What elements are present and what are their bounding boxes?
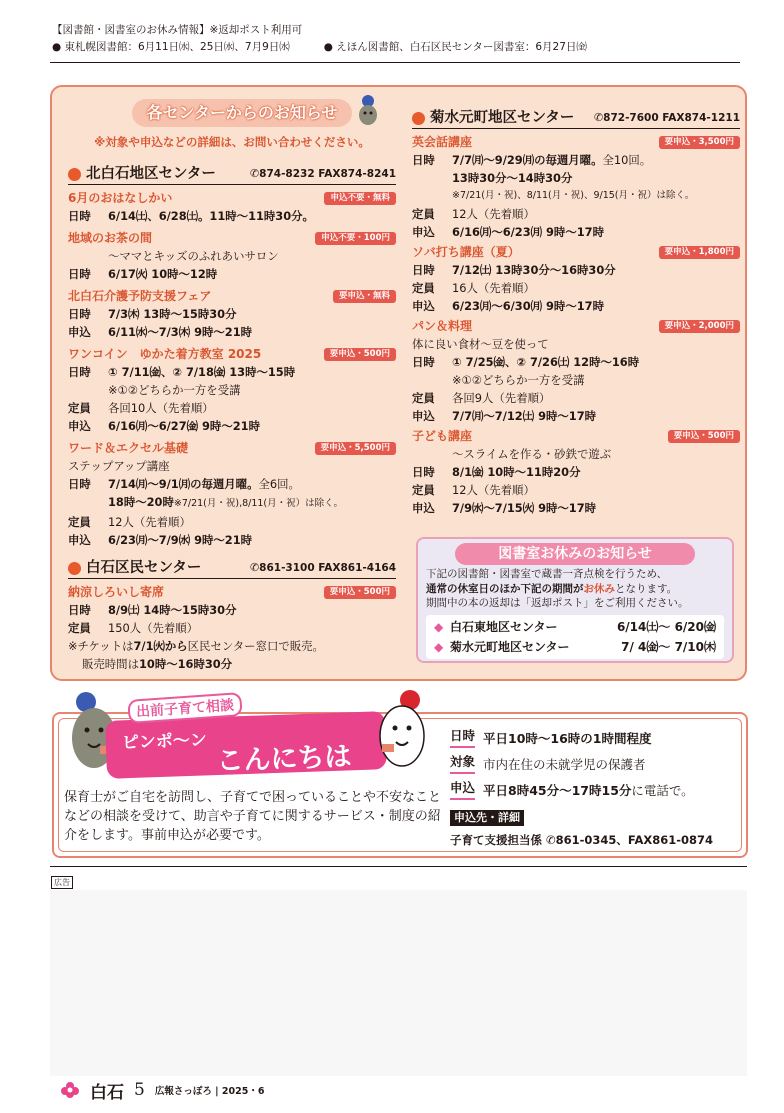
contact-info: 子育て支援担当係 ✆861-0345、FAX861-0874 [450, 833, 714, 847]
event-title: 6月のおはなしかい [68, 191, 173, 205]
value: 18時～20時 [108, 495, 174, 509]
value: 7/12㈯ 13時30分～16時30分 [452, 263, 616, 277]
closure-text: 下記の図書館・図書室で蔵書一斉点検を行うため、 [426, 568, 668, 580]
event-title: ワード＆エクセル基礎 [68, 441, 189, 455]
phone-icon: ✆ [593, 111, 604, 124]
library-closure-note [52, 22, 742, 56]
value: 7/7㈪～7/12㈯ 9時～17時 [452, 409, 597, 423]
event-badge: 要申込・5,500円 [315, 442, 396, 455]
center-tel: 874-8232 FAX874-8241 [259, 168, 396, 180]
label: 日時 [412, 355, 435, 369]
right-column [412, 109, 740, 663]
event-word-excel [68, 439, 396, 549]
closure-row-period: 6/14㈯～ 6/20㈮ [616, 619, 716, 634]
label: 日時 [68, 477, 91, 491]
diamond-icon: ◆ [434, 639, 444, 654]
event-yukata [68, 345, 396, 435]
bullet-icon [68, 562, 81, 575]
mascot-icon [354, 93, 382, 127]
closure-text: 期間中の本の返却は「返却ポスト」をご利用ください。 [426, 597, 689, 609]
label: 申込 [68, 325, 91, 339]
center-name: 北白石地区センター [86, 166, 216, 182]
value: 各回10人（先着順） [108, 401, 214, 415]
value: 6/16㈪～6/27㈮ 9時～21時 [108, 419, 260, 433]
value: 7/14㈪～9/1㈪の毎週月曜。 [108, 477, 259, 491]
value: ① 7/11㈮、② 7/18㈮ 13時～15時 [108, 365, 296, 379]
center-tel: 872-7600 FAX874-1211 [603, 112, 740, 124]
page-number: 5 [134, 1080, 145, 1100]
mascot-right-icon [374, 688, 434, 770]
closure-list [426, 615, 724, 659]
event-kodomo [412, 427, 740, 517]
closure-text-highlight: お休み [583, 582, 615, 595]
closure-row [434, 637, 716, 657]
event-pan [412, 317, 740, 425]
value: ※7/21(月・祝)、8/11(月・祝)、9/15(月・祝）は除く。 [452, 190, 695, 201]
label: 申込 [412, 409, 435, 423]
value: 8/1㈮ 10時～11時20分 [452, 465, 581, 479]
event-kaigo-fair [68, 287, 396, 341]
value: 6/23㈪～6/30㈪ 9時～17時 [452, 299, 604, 313]
center-header-shiroishi [68, 559, 396, 579]
divider [50, 62, 740, 63]
closure-row-name: 菊水元町地区センター [450, 639, 570, 654]
label: 日時 [68, 267, 91, 281]
closure-row-name: 白石東地区センター [450, 619, 558, 634]
closure-note-item: ● えほん図書館、白石区民センター図書室：6月27日㈮ [324, 39, 587, 56]
value: ※①②どちらか一方を受講 [108, 383, 241, 397]
value: 16人（先着順） [452, 281, 535, 295]
label: 日時 [412, 153, 435, 167]
label: 日時 [68, 209, 91, 223]
label: 定員 [68, 621, 91, 635]
library-closure-box [416, 537, 734, 663]
value: ※①②どちらか一方を受講 [452, 373, 585, 387]
closure-title: 図書室お休みのお知らせ [455, 543, 695, 565]
label: 日時 [412, 263, 435, 277]
publication-name: 広報さっぽろ | 2025・6 [154, 1086, 265, 1097]
event-title: パン＆料理 [412, 319, 473, 333]
divider [50, 866, 747, 867]
value: 販売時間は [82, 657, 139, 671]
childcare-details [450, 726, 740, 850]
event-subtitle: ～ママとキッズのふれあいサロン [108, 249, 279, 263]
event-badge: 申込不要・無料 [324, 192, 396, 205]
event-badge: 要申込・無料 [333, 290, 396, 303]
event-ohanashikai [68, 189, 396, 225]
label: 日時 [68, 307, 91, 321]
ad-space [50, 890, 747, 1076]
childcare-title-line2: こんにちは [216, 741, 353, 778]
label: 申込 [68, 419, 91, 433]
phone-icon: ✆ [249, 561, 260, 574]
childcare-tag: 出前子育て相談 [127, 692, 242, 724]
center-name: 菊水元町地区センター [430, 110, 575, 126]
value: 6/14㈯、6/28㈯。11時～11時30分。 [108, 209, 314, 223]
event-badge: 要申込・500円 [668, 430, 740, 443]
event-eikaiwa [412, 133, 740, 241]
notices-banner: 各センターからのお知らせ [132, 99, 352, 127]
value: 市内在住の未就学児の保護者 [483, 757, 646, 772]
event-subtitle: ステップアップ講座 [68, 459, 170, 473]
event-title: 子ども講座 [412, 429, 473, 443]
value: 6/23㈪～7/9㈬ 9時～21時 [108, 533, 253, 547]
event-title: ワンコイン ゆかた着方教室 2025 [68, 347, 262, 361]
value: 6/16㈪～6/23㈪ 9時～17時 [452, 225, 604, 239]
notices-note: ※対象や申込などの詳細は、お問い合わせください。 [94, 135, 370, 149]
event-title: 北白石介護予防支援フェア [68, 289, 212, 303]
lilac-flower-icon [60, 1080, 80, 1100]
event-ochanoma [68, 229, 396, 283]
value: 平日10時～16時の1時間程度 [483, 731, 652, 746]
value: 12人（先着順） [452, 207, 535, 221]
value: 150人（先着順） [108, 621, 199, 635]
event-badge: 要申込・2,000円 [659, 320, 740, 333]
childcare-consult-box [52, 697, 748, 858]
label: 申込 [412, 225, 435, 239]
event-soba [412, 243, 740, 315]
value: 12人（先着順） [452, 483, 535, 497]
closure-text: 通常の休室日のほか下記の期間が [426, 582, 584, 595]
value: 7/9㈬～7/15㈫ 9時～17時 [452, 501, 597, 515]
value: に電話で。 [631, 783, 694, 798]
closure-row-period: 7/ 4㈮～ 7/10㈭ [621, 639, 716, 654]
event-title: 納涼しろいし寄席 [68, 585, 165, 599]
event-badge: 要申込・1,800円 [659, 246, 740, 259]
value: 12人（先着順） [108, 515, 191, 529]
label: 日時 [450, 726, 475, 748]
value: ※7/21(月・祝),8/11(月・祝）は除く。 [173, 498, 343, 509]
label: 定員 [412, 391, 435, 405]
label: 申込 [450, 778, 475, 800]
label: 日時 [412, 465, 435, 479]
left-column [68, 99, 396, 673]
value: 全6回。 [258, 477, 300, 491]
value: 6/17㈫ 10時～12時 [108, 267, 218, 281]
value: 区民センター窓口で販売。 [187, 639, 324, 653]
phone-icon: ✆ [249, 167, 260, 180]
event-yose [68, 583, 396, 673]
label: 定員 [68, 515, 91, 529]
center-tel: 861-3100 FAX861-4164 [259, 562, 396, 574]
center-header-kikusuimotomachi [412, 109, 740, 129]
center-header-kitashiroishi [68, 165, 396, 185]
value: 8/9㈯ 14時～15時30分 [108, 603, 237, 617]
event-badge: 要申込・500円 [324, 348, 396, 361]
footer [60, 1079, 264, 1101]
value: 7/3㈭ 13時～15時30分 [108, 307, 237, 321]
event-title: ソバ打ち講座（夏） [412, 245, 520, 259]
value: ① 7/25㈮、② 7/26㈯ 12時～16時 [452, 355, 640, 369]
center-name: 白石区民センター [86, 560, 202, 576]
closure-text: となります。 [615, 582, 678, 595]
value: 13時30分～14時30分 [452, 171, 573, 185]
bullet-icon [412, 112, 425, 125]
bullet-icon [68, 168, 81, 181]
value: 7/7㈪～9/29㈪の毎週月曜。 [452, 153, 603, 167]
label: 日時 [68, 365, 91, 379]
value: 各回9人（先着順） [452, 391, 551, 405]
diamond-icon: ◆ [434, 619, 444, 634]
label: 申込 [412, 501, 435, 515]
label: 定員 [68, 401, 91, 415]
value: ※チケットは [68, 639, 134, 653]
childcare-description: 保育士がご自宅を訪問し、子育てで困っていることや不安なことなどの相談を受けて、助言や子育てに関するサービス・制度の紹介をします。事前申込が必要です。 [64, 790, 442, 843]
event-title: 地域のお茶の間 [68, 231, 153, 245]
label: 日時 [68, 603, 91, 617]
event-subtitle: 体に良い食材～豆を使って [412, 337, 549, 351]
label: 定員 [412, 207, 435, 221]
event-badge: 申込不要・100円 [315, 232, 396, 245]
value: 全10回。 [602, 153, 652, 167]
value: 平日8時45分～17時15分 [483, 783, 632, 798]
event-title: 英会話講座 [412, 135, 473, 149]
value: 10時～16時30分 [138, 657, 233, 671]
value: 7/1㈫から [133, 639, 188, 653]
childcare-title-line1: ピンポ～ン [121, 730, 208, 754]
notices-panel [50, 85, 747, 681]
event-subtitle: ～スライムを作る・砂鉄で遊ぶ [452, 447, 612, 461]
label: 定員 [412, 483, 435, 497]
label: 申込 [68, 533, 91, 547]
event-badge: 要申込・500円 [324, 586, 396, 599]
label: 定員 [412, 281, 435, 295]
contact-label: 申込先・詳細 [450, 810, 524, 826]
closure-note-item: ● 東札幌図書館：6月11日㈬、25日㈬、7月9日㈬ [52, 39, 290, 56]
closure-note-heading: 【図書館・図書室のお休み情報】※返却ポスト利用可 [52, 24, 303, 36]
label: 申込 [412, 299, 435, 313]
value: 6/11㈬～7/3㈭ 9時～21時 [108, 325, 253, 339]
ward-name: 白石 [90, 1082, 124, 1103]
ad-label: 広告 [51, 876, 73, 889]
event-badge: 要申込・3,500円 [659, 136, 740, 149]
label: 対象 [450, 752, 475, 774]
closure-row [434, 617, 716, 637]
